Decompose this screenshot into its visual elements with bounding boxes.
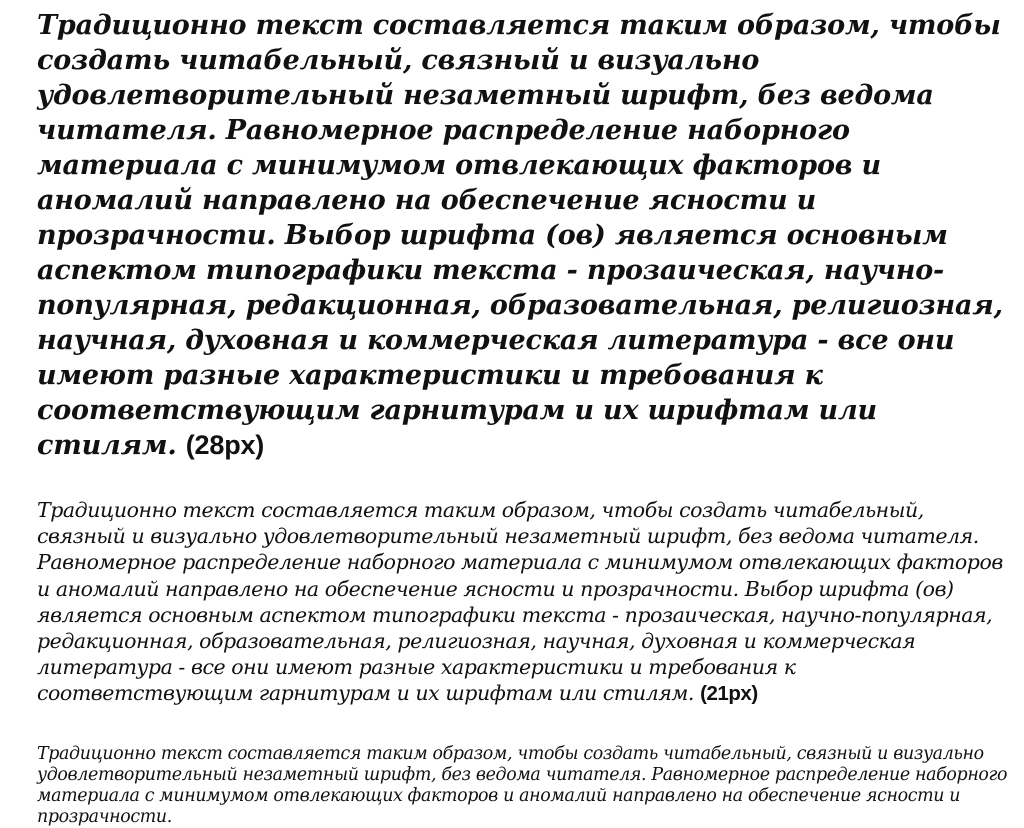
- size-label-28px: (28px): [185, 430, 265, 460]
- sample-paragraph-28px: [37, 8, 1012, 463]
- size-label-21px: (21px): [700, 682, 758, 706]
- font-sample-page: [37, 8, 1012, 828]
- sample-paragraph-21px: [37, 497, 1012, 708]
- sample-text-28px: Традиционно текст составляется таким образом, чтобы создать читабельный, связный и визуально удовлетворительный незаметный шрифт, без ведома читателя. Равномерное распределение наборного материала с минимумом отвлекающих факторов и аномалий направлено на обеспечение ясности и прозрачности. Выбор шрифта (ов) является основным аспектом типографики текста - прозаическая, научно-популярная, редакционная, образовательная, религиозная, научная, духовная и коммерческая литература - все они имеют разные характеристики и требования к соответствующим гарнитурам и их шрифтам или стилям.: [37, 10, 1003, 461]
- sample-text-21px: Традиционно текст составляется таким образом, чтобы создать читабельный, связный и визуально удовлетворительный незаметный шрифт, без ведома читателя. Равномерное распределение наборного материала с минимумом отвлекающих факторов и аномалий направлено на обеспечение ясности и прозрачности. Выбор шрифта (ов) является основным аспектом типографики текста - прозаическая, научно-популярная, редакционная, образовательная, религиозная, научная, духовная и коммерческая литература - все они имеют разные характеристики и требования к соответствующим гарнитурам и их шрифтам или стилям.: [37, 498, 1003, 706]
- sample-paragraph-small: [37, 744, 1012, 828]
- sample-text-small: Традиционно текст составляется таким образом, чтобы создать читабельный, связный и визуально удовлетворительный незаметный шрифт, без ведома читателя. Равномерное распределение наборного материала с минимумом отвлекающих факторов и аномалий направлено на обеспечение ясности и прозрачности.: [37, 743, 1008, 827]
